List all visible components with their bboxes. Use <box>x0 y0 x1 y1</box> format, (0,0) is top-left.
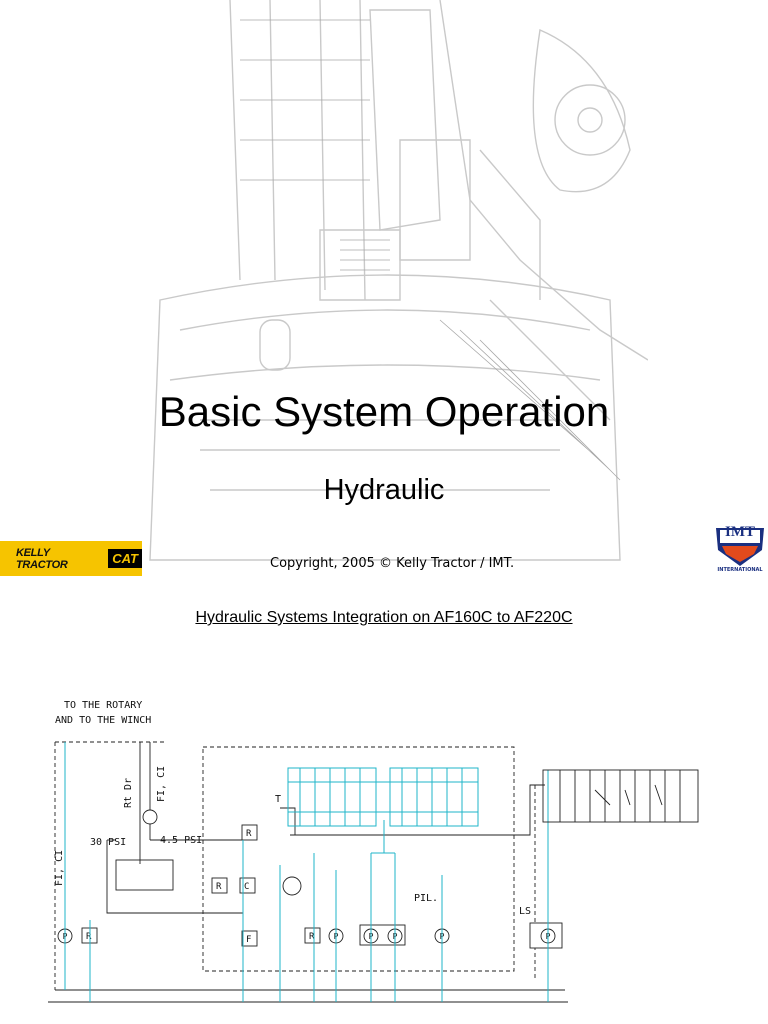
label-pil: PIL. <box>414 893 439 904</box>
hydraulic-integration-title: Hydraulic Systems Integration on AF160C to AF220C <box>195 609 573 626</box>
label-to-rotary-2: AND TO THE WINCH <box>55 715 152 726</box>
kelly-tractor-logo-text: KELLY TRACTOR <box>16 546 68 571</box>
imt-logo-subtext: INTERNATIONAL <box>717 567 763 573</box>
pump-p-label-left: P <box>62 932 68 941</box>
pump-p-label-2: P <box>368 932 374 941</box>
symbol-r-label-1: R <box>246 829 252 839</box>
symbol-r-label-2: R <box>216 882 222 892</box>
pump-p-label-1: P <box>333 932 339 941</box>
symbol-r-label-3: R <box>86 932 92 942</box>
slide-subtitle: Hydraulic <box>323 474 445 506</box>
label-rt-dr: Rt Dr <box>123 777 134 808</box>
kelly-tractor-cat-logo <box>0 541 142 576</box>
label-30-psi: 30 PSI <box>90 837 127 848</box>
motor-circle <box>283 877 301 895</box>
label-fi-ci-left: FI, CI <box>54 849 65 886</box>
symbol-f-label: F <box>246 935 252 945</box>
cat-logo-badge: CAT <box>108 549 142 568</box>
hydraulic-schematic-diagram <box>0 690 768 1024</box>
pump-p-label-3: P <box>392 932 398 941</box>
symbol-c-label: C <box>244 882 250 892</box>
pump-p-label-4: P <box>439 932 445 941</box>
label-ls: LS <box>519 906 532 917</box>
label-to-rotary-1: TO THE ROTARY <box>64 700 143 711</box>
label-fi-ci-top: FI, CI <box>156 765 167 802</box>
imt-international-logo <box>712 524 768 576</box>
slide-title: Basic System Operation <box>158 388 610 435</box>
imt-logo-text: IMT <box>725 524 755 540</box>
symbol-r-label-4: R <box>309 932 315 942</box>
filter-circle <box>143 810 157 824</box>
pump-p-label-ls: P <box>545 932 551 941</box>
label-t: T <box>275 794 282 805</box>
copyright-text: Copyright, 2005 © Kelly Tractor / IMT. <box>270 556 515 571</box>
label-4-5-psi: 4.5 PSI <box>160 835 203 846</box>
